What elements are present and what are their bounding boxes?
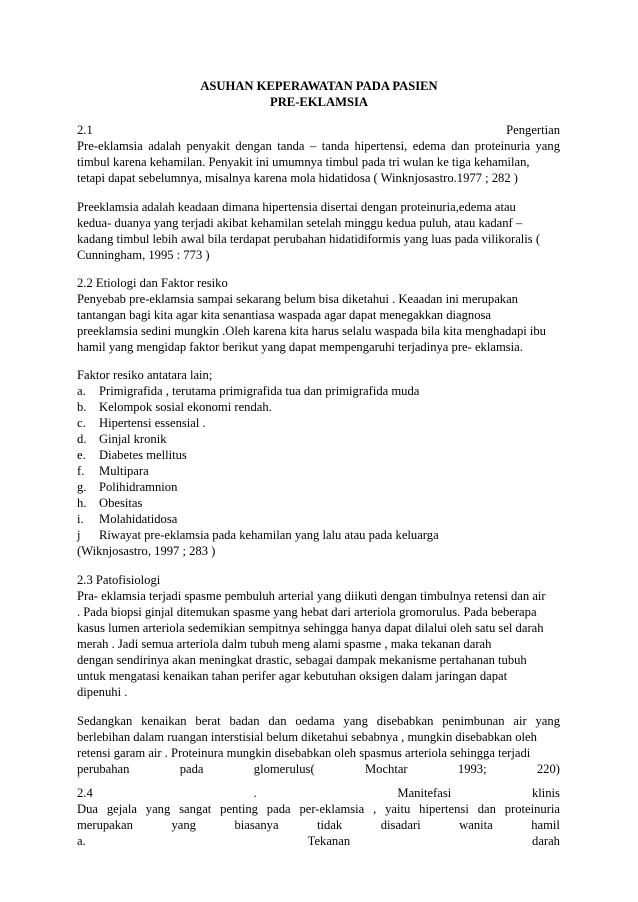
- paragraph-line: berlebihan dalam ruangan interstisial belum diketahui sebabnya , mungkin disebabkan oleh: [77, 730, 537, 744]
- list-letter: i.: [77, 512, 84, 526]
- list-letter: h.: [77, 496, 87, 510]
- list-item: [77, 416, 206, 431]
- list-text: Molahidatidosa: [99, 512, 178, 526]
- paragraph-line: [77, 714, 560, 729]
- paragraph-line: Preeklamsia adalah keadaan dimana hipertensia disertai dengan proteinuria,edema atau: [77, 200, 516, 214]
- list-letter: e.: [77, 448, 86, 462]
- word: 220): [536, 762, 560, 776]
- doc-title-line-2: PRE-EKLAMSIA: [270, 95, 368, 109]
- list-letter: d.: [77, 432, 87, 446]
- list-item: [77, 512, 177, 527]
- word: Mochtar: [364, 762, 408, 776]
- paragraph-line: [77, 139, 560, 154]
- list-text: Hipertensi essensial .: [99, 416, 206, 430]
- paragraph-line: Pra- eklamsia terjadi spasme pembuluh arterial yang diikuti dengan timbulnya retensi dan air: [77, 589, 546, 603]
- paragraph-line: dengan sendirinya akan meningkat drastic, sebagai dampak mekanisme pertahanan tubuh: [77, 653, 527, 667]
- list-text: Ginjal kronik: [99, 432, 167, 446]
- text-line: Pre-eklamsia adalah penyakit dengan tanda – tanda hipertensi, edema dan proteinuria yang: [77, 139, 560, 153]
- section-number: 2.4: [77, 786, 93, 800]
- list-item: [77, 432, 167, 447]
- list-text: Primigrafida , terutama primigrafida tua dan primigrafida muda: [99, 384, 420, 398]
- list-text: Obesitas: [99, 496, 143, 510]
- paragraph-line: hamil yang mengidap faktor berikut yang dapat mempengaruhi terjadinya pre- eklamsia.: [77, 340, 523, 354]
- word: disadari: [380, 818, 421, 832]
- paragraph-line: Cunningham, 1995 : 773 ): [77, 248, 210, 262]
- section-2-2-heading: 2.2 Etiologi dan Faktor resiko: [77, 276, 228, 290]
- paragraph-line: dipenuhi .: [77, 685, 128, 699]
- list-letter: g.: [77, 480, 87, 494]
- text-line: Sedangkan kenaikan berat badan dan oedama yang disebabkan penimbunan air yang: [77, 714, 560, 728]
- section-2-1-heading: [77, 123, 560, 138]
- paragraph-line: untuk mengatasi kenaikan tahan perifer agar kebutuhan oksigen dalam jaringan dapat: [77, 669, 508, 683]
- list-text: Kelompok sosial ekonomi rendah.: [99, 400, 272, 414]
- word: merupakan: [77, 818, 133, 832]
- word: tidak: [317, 818, 343, 832]
- word: perubahan: [77, 762, 130, 776]
- list-letter: a.: [77, 384, 86, 398]
- justified-line: [77, 818, 560, 833]
- word: biasanya: [234, 818, 279, 832]
- paragraph-line: kadang timbul lebih awal bila terdapat perubahan hidatidiformis yang luas pada vilikoralis (: [77, 232, 541, 246]
- section-2-3-heading: 2.3 Patofisiologi: [77, 573, 161, 587]
- list-item: [77, 384, 419, 399]
- paragraph-line: kedua- duanya yang terjadi akibat kehamilan setelah minggu kedua puluh, atau kadanf –: [77, 216, 523, 230]
- section-title: Pengertian: [506, 123, 560, 137]
- section-number: 2.1: [77, 123, 93, 137]
- word: klinis: [531, 786, 560, 800]
- paragraph-line: preeklamsia sedini mungkin .Oleh karena kita harus selalu waspada bila kita menghadapi ibu: [77, 324, 546, 338]
- list-item: [77, 448, 187, 463]
- list-text: Polihidramnion: [99, 480, 178, 494]
- word: a.: [77, 834, 86, 848]
- word: wanita: [459, 818, 493, 832]
- justified-line: [77, 834, 560, 849]
- word: glomerulus(: [253, 762, 315, 776]
- section-title: Manitefasi: [397, 786, 452, 800]
- list-text: Multipara: [99, 464, 149, 478]
- stray-mark: `: [77, 776, 81, 787]
- paragraph-line: kasus lumen arteriola sedemikian sempitnya sehingga hanya dapat dilalui oleh satu sel darah: [77, 621, 544, 635]
- paragraph-line: merah . Jadi semua arteriola dalm tubuh meng alami spasme , maka tekanan darah: [77, 637, 492, 651]
- list-text: Diabetes mellitus: [99, 448, 187, 462]
- word: darah: [532, 834, 560, 848]
- justified-line: [77, 762, 560, 777]
- list-item: [77, 528, 439, 543]
- text-line: Dua gejala yang sangat penting pada per-eklamsia , yaitu hipertensi dan proteinuria: [77, 802, 560, 816]
- list-item: [77, 496, 142, 511]
- list-letter: j: [77, 528, 81, 542]
- list-letter: c.: [77, 416, 86, 430]
- citation: (Wiknjosastro, 1997 ; 283 ): [77, 544, 216, 558]
- list-letter: f.: [77, 464, 85, 478]
- word: Tekanan: [307, 834, 351, 848]
- paragraph-line: tetapi dapat sebelumnya, misalnya karena mola hidatidosa ( Winknjosastro.1977 ; 282 ): [77, 171, 518, 185]
- list-intro: Faktor resiko antatara lain;: [77, 368, 213, 382]
- paragraph-line: . Pada biopsi ginjal ditemukan spasme yang hebat dari arteriola gromorulus. Pada beberapa: [77, 605, 537, 619]
- word: 1993;: [457, 762, 487, 776]
- paragraph-line: retensi garam air . Proteinura mungkin disebabkan oleh spasmus arteriola sehingga terjadi: [77, 746, 531, 760]
- paragraph-line: timbul karena kehamilan. Penyakit ini umumnya timbul pada tri wulan ke tiga kehamilan,: [77, 155, 530, 169]
- word: pada: [179, 762, 204, 776]
- paragraph-line: Penyebab pre-eklamsia sampai sekarang belum bisa diketahui . Keaadan ini merupakan: [77, 292, 518, 306]
- section-2-4-heading: [77, 786, 560, 801]
- list-letter: b.: [77, 400, 87, 414]
- word: hamil: [531, 818, 560, 832]
- list-text: Riwayat pre-eklamsia pada kehamilan yang lalu atau pada keluarga: [99, 528, 439, 542]
- paragraph-line: tantangan bagi kita agar kita senantiasa waspada agar dapat menegakkan diagnosa: [77, 308, 492, 322]
- list-item: [77, 400, 272, 415]
- list-item: [77, 480, 177, 495]
- doc-title-line-1: ASUHAN KEPERAWATAN PADA PASIEN: [200, 79, 438, 93]
- paragraph-line: [77, 802, 560, 817]
- list-item: [77, 464, 149, 479]
- word: .: [253, 786, 257, 800]
- word: yang: [171, 818, 196, 832]
